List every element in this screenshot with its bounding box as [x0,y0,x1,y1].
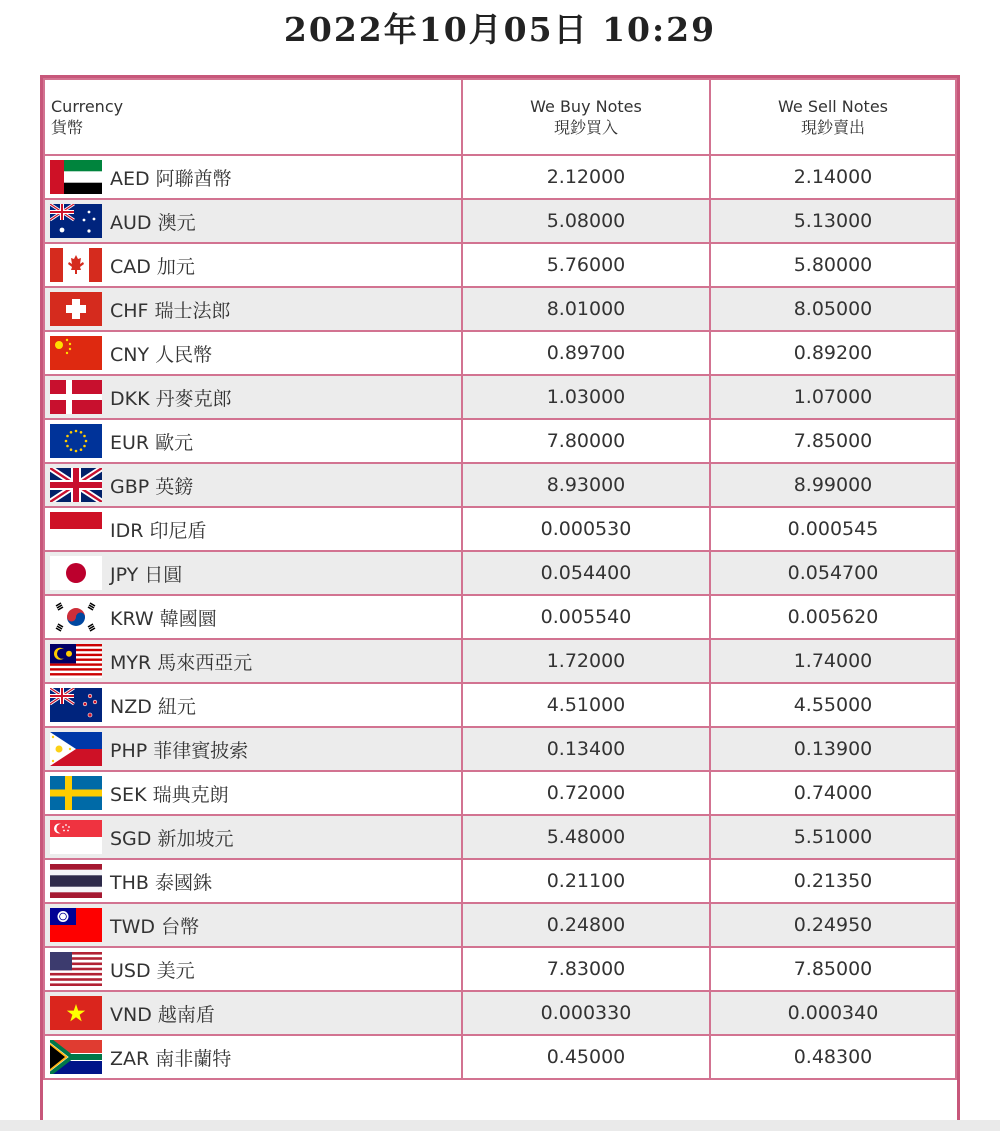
sell-rate-cell: 1.07000 [710,375,956,419]
exchange-rate-table [43,78,957,1080]
currency-cell [44,859,462,903]
south-africa-flag-icon [50,1040,102,1074]
exchange-rate-table-container [40,75,960,1125]
table-row [44,463,956,507]
sell-rate-cell: 4.55000 [710,683,956,727]
currency-label: USD 美元 [110,959,195,982]
buy-rate-cell: 5.08000 [462,199,710,243]
new-zealand-flag-icon [50,688,102,722]
table-row [44,419,956,463]
buy-rate-cell: 4.51000 [462,683,710,727]
vietnam-flag-icon [50,996,102,1030]
currency-label: CNY 人民幣 [110,343,213,366]
sell-column-header [710,79,956,155]
buy-rate-cell: 7.80000 [462,419,710,463]
sell-rate-cell: 0.89200 [710,331,956,375]
currency-cell [44,727,462,771]
currency-label: CAD 加元 [110,255,195,278]
currency-cell [44,947,462,991]
currency-cell [44,507,462,551]
table-row [44,507,956,551]
currency-cell [44,243,462,287]
sell-rate-cell: 1.74000 [710,639,956,683]
currency-label: GBP 英鎊 [110,475,194,498]
table-row [44,639,956,683]
table-row [44,903,956,947]
australia-flag-icon [50,204,102,238]
currency-header-zh: 貨幣 [51,118,84,137]
currency-cell [44,1035,462,1079]
sweden-flag-icon [50,776,102,810]
currency-label: PHP 菲律賓披索 [110,739,249,762]
currency-label: ZAR 南非蘭特 [110,1047,232,1070]
sell-rate-cell: 0.000545 [710,507,956,551]
table-row [44,287,956,331]
buy-rate-cell: 0.72000 [462,771,710,815]
currency-label: EUR 歐元 [110,431,194,454]
switzerland-flag-icon [50,292,102,326]
sell-header-zh: 現鈔賣出 [800,118,865,137]
sell-rate-cell: 0.005620 [710,595,956,639]
currency-header-en: Currency [51,97,124,116]
table-row [44,155,956,199]
table-row [44,595,956,639]
uk-flag-icon [50,468,102,502]
sell-rate-cell: 0.74000 [710,771,956,815]
sell-rate-cell: 7.85000 [710,947,956,991]
buy-header-zh: 現鈔買入 [553,118,618,137]
buy-rate-cell: 5.76000 [462,243,710,287]
buy-rate-cell: 0.13400 [462,727,710,771]
buy-header-en: We Buy Notes [530,97,642,116]
table-row [44,683,956,727]
currency-label: SGD 新加坡元 [110,827,234,850]
sell-rate-cell: 5.51000 [710,815,956,859]
buy-rate-cell: 2.12000 [462,155,710,199]
buy-rate-cell: 8.01000 [462,287,710,331]
buy-rate-cell: 1.03000 [462,375,710,419]
currency-cell [44,551,462,595]
currency-cell [44,771,462,815]
table-row [44,375,956,419]
sell-rate-cell: 8.05000 [710,287,956,331]
buy-rate-cell: 0.89700 [462,331,710,375]
currency-label: THB 泰國銖 [110,871,212,894]
buy-rate-cell: 0.21100 [462,859,710,903]
table-row [44,859,956,903]
canada-flag-icon [50,248,102,282]
currency-column-header [44,79,462,155]
currency-cell [44,815,462,859]
currency-label: SEK 瑞典克朗 [110,783,229,806]
currency-label: TWD 台幣 [110,915,200,938]
indonesia-flag-icon [50,512,102,546]
china-flag-icon [50,336,102,370]
currency-label: NZD 紐元 [110,695,196,718]
sell-rate-cell: 5.13000 [710,199,956,243]
currency-label: IDR 印尼盾 [110,519,207,542]
buy-rate-cell: 5.48000 [462,815,710,859]
sell-rate-cell: 0.24950 [710,903,956,947]
table-body [44,155,956,1079]
bottom-edge [0,1120,1000,1131]
usa-flag-icon [50,952,102,986]
eu-flag-icon [50,424,102,458]
currency-label: CHF 瑞士法郎 [110,299,231,322]
currency-label: KRW 韓國圜 [110,607,217,630]
buy-rate-cell: 0.24800 [462,903,710,947]
singapore-flag-icon [50,820,102,854]
currency-label: AUD 澳元 [110,211,196,234]
currency-label: JPY 日圓 [110,563,183,586]
buy-rate-cell: 1.72000 [462,639,710,683]
table-row [44,947,956,991]
buy-rate-cell: 0.054400 [462,551,710,595]
sell-rate-cell: 0.48300 [710,1035,956,1079]
sell-rate-cell: 0.000340 [710,991,956,1035]
currency-cell [44,463,462,507]
table-row [44,243,956,287]
currency-label: DKK 丹麥克郎 [110,387,232,410]
currency-label: AED 阿聯酋幣 [110,167,232,190]
malaysia-flag-icon [50,644,102,678]
sell-rate-cell: 2.14000 [710,155,956,199]
denmark-flag-icon [50,380,102,414]
buy-rate-cell: 0.005540 [462,595,710,639]
japan-flag-icon [50,556,102,590]
page-title: 2022年10月05日 10:29 [283,10,717,49]
currency-cell [44,155,462,199]
currency-cell [44,639,462,683]
currency-cell [44,419,462,463]
currency-cell [44,903,462,947]
buy-rate-cell: 0.000530 [462,507,710,551]
currency-label: MYR 馬來西亞元 [110,651,253,674]
currency-cell [44,199,462,243]
table-row [44,991,956,1035]
sell-rate-cell: 0.054700 [710,551,956,595]
thailand-flag-icon [50,864,102,898]
currency-cell [44,375,462,419]
uae-flag-icon [50,160,102,194]
sell-rate-cell: 0.13900 [710,727,956,771]
sell-rate-cell: 5.80000 [710,243,956,287]
buy-rate-cell: 0.45000 [462,1035,710,1079]
sell-rate-cell: 7.85000 [710,419,956,463]
buy-column-header [462,79,710,155]
buy-rate-cell: 7.83000 [462,947,710,991]
table-row [44,815,956,859]
table-row [44,727,956,771]
currency-cell [44,287,462,331]
table-header-row [44,79,956,155]
sell-rate-cell: 0.21350 [710,859,956,903]
table-row [44,771,956,815]
table-row [44,551,956,595]
currency-cell [44,331,462,375]
buy-rate-cell: 0.000330 [462,991,710,1035]
currency-cell [44,991,462,1035]
sell-header-en: We Sell Notes [778,97,888,116]
table-row [44,331,956,375]
buy-rate-cell: 8.93000 [462,463,710,507]
taiwan-flag-icon [50,908,102,942]
currency-cell [44,683,462,727]
currency-label: VND 越南盾 [110,1003,215,1026]
sell-rate-cell: 8.99000 [710,463,956,507]
philippines-flag-icon [50,732,102,766]
table-row [44,1035,956,1079]
korea-flag-icon [50,600,102,634]
table-row [44,199,956,243]
currency-cell [44,595,462,639]
